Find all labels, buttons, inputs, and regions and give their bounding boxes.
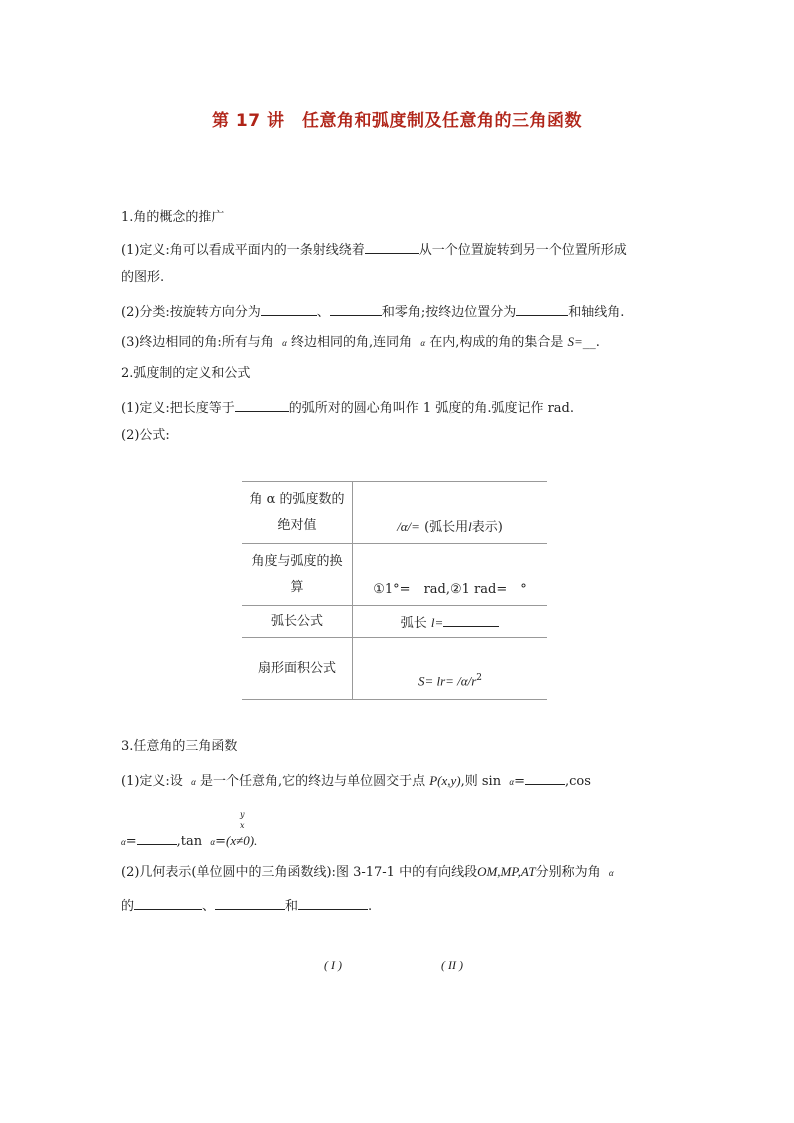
set-symbol: S= [567, 334, 583, 349]
fraction-denominator: x [240, 821, 245, 830]
s2-def-text-b: 的弧所对的圆心角叫作 1 弧度的角.弧度记作 rad. [288, 401, 575, 416]
table-value-cell [353, 482, 548, 544]
answer-blank[interactable] [525, 771, 565, 785]
table-row [242, 638, 547, 700]
s1-def-text-b: 从一个位置旋转到另一个位置所形成 [418, 243, 627, 258]
table-value: 表示) [471, 520, 503, 535]
alpha-symbol: α [210, 837, 216, 847]
s2-def-text-a: (1)定义:把长度等于 [121, 401, 235, 416]
s1-classification-line [121, 302, 624, 321]
table-value: l= [430, 615, 444, 630]
s3-geo-sep: 、 [202, 899, 216, 914]
s3-def-text-a: (1)定义:设 [121, 774, 183, 789]
s3-definition-line [121, 771, 591, 790]
s3-geo-text-b: 分别称为角 [535, 865, 601, 880]
alpha-symbol: α [608, 868, 614, 878]
table-row [242, 606, 547, 638]
radian-formula-table [242, 481, 547, 700]
table-label: 扇形面积公式 [257, 660, 336, 676]
answer-blank[interactable] [443, 613, 499, 627]
table-label-cell [242, 638, 353, 700]
s3-def-text-c: ,则 sin [460, 774, 502, 789]
section-3-heading: 3.任意角的三角函数 [121, 739, 238, 754]
s3-l2-text-b: ,tan [176, 834, 203, 849]
table-value: l [468, 519, 472, 534]
section-2-heading: 2.弧度制的定义和公式 [121, 366, 251, 381]
table-value: 弧长 [400, 616, 427, 631]
alpha-symbol: α [121, 837, 126, 847]
s1-co-text-a: (3)终边相同的角:所有与角 [121, 335, 274, 350]
s3-l2-text-c: = [215, 834, 227, 849]
s3-geo-end: . [368, 899, 373, 914]
answer-blank[interactable] [298, 896, 368, 910]
s1-co-text-b: 终边相同的角,连同角 [290, 335, 413, 350]
answer-blank[interactable] [330, 302, 382, 316]
table-row [242, 544, 547, 606]
table-label-cell [242, 482, 353, 544]
table-value: (弧长用 [419, 520, 469, 535]
table-label: 角度与弧度的换 [251, 553, 343, 569]
answer-blank[interactable] [516, 302, 568, 316]
s2-definition-line [121, 398, 574, 417]
answer-blank[interactable] [215, 896, 285, 910]
s3-geometry-line-2 [121, 896, 372, 915]
s3-l2-text-a: = [125, 834, 137, 849]
table-label: 弧长公式 [270, 613, 323, 629]
s3-l2-text-d: (x≠0). [226, 833, 258, 848]
fraction-numerator: y [240, 810, 245, 819]
table-value-exponent: 2 [476, 673, 483, 684]
table-value: /α/= [397, 519, 420, 534]
segment-labels: OM,MP,AT [477, 864, 536, 879]
s1-coterminal-line [121, 334, 600, 351]
table-value-cell [353, 606, 548, 638]
s1-def-text-c: 的图形. [121, 270, 165, 285]
table-label: 角 α 的弧度数的 [249, 491, 345, 507]
s1-co-end[interactable]: __. [582, 335, 600, 350]
table-label: 算 [290, 579, 304, 595]
answer-blank[interactable] [134, 896, 202, 910]
s3-geo-text-c: 的 [121, 899, 135, 914]
s1-definition-line [121, 240, 627, 259]
answer-blank[interactable] [365, 240, 419, 254]
s2-formula-label: (2)公式: [121, 428, 170, 443]
answer-blank[interactable] [261, 302, 317, 316]
s1-cls-sep: 、 [316, 305, 330, 320]
figure-caption-1: ( I ) [324, 958, 342, 972]
s3-def-text-d: = [514, 774, 525, 789]
s1-def-text-a: (1)定义:角可以看成平面内的一条射线绕着 [121, 243, 365, 258]
table-value-cell [353, 638, 548, 700]
alpha-symbol: α [420, 338, 426, 348]
s1-co-text-c: 在内,构成的角的集合是 [429, 335, 564, 350]
point-label: P(x,y) [429, 773, 461, 788]
s3-geo-text-a: (2)几何表示(单位圆中的三角函数线):图 3-17-1 中的有向线段 [121, 865, 478, 880]
alpha-symbol: α [191, 777, 196, 787]
table-label-cell [242, 544, 353, 606]
table-row [242, 482, 547, 544]
section-1-heading: 1.角的概念的推广 [121, 210, 225, 225]
answer-blank[interactable] [235, 398, 289, 412]
s3-geometry-line [121, 864, 614, 881]
figure-caption-2: ( II ) [441, 958, 463, 972]
s3-definition-line-2 [121, 831, 257, 850]
table-label: 绝对值 [277, 517, 317, 533]
s3-def-text-b: 是一个任意角,它的终边与单位圆交于点 [199, 774, 426, 789]
table-value-cell [353, 544, 548, 606]
alpha-symbol: α [282, 338, 287, 348]
s1-cls-text-c: 和轴线角. [568, 305, 625, 320]
table-label-cell [242, 606, 353, 638]
s1-cls-text-a: (2)分类:按旋转方向分为 [121, 305, 261, 320]
table-value: lr= /α/r [433, 673, 477, 689]
answer-blank[interactable] [137, 831, 177, 845]
table-value: S= [417, 673, 434, 689]
table-value: ①1°= rad,②1 rad= ° [373, 582, 527, 597]
alpha-symbol: α [509, 777, 515, 787]
s1-cls-text-b: 和零角;按终边位置分为 [381, 305, 517, 320]
s3-geo-and: 和 [285, 899, 299, 914]
s3-def-text-e: ,cos [564, 774, 591, 789]
page-title: 第 17 讲 任意角和弧度制及任意角的三角函数 [212, 111, 582, 131]
